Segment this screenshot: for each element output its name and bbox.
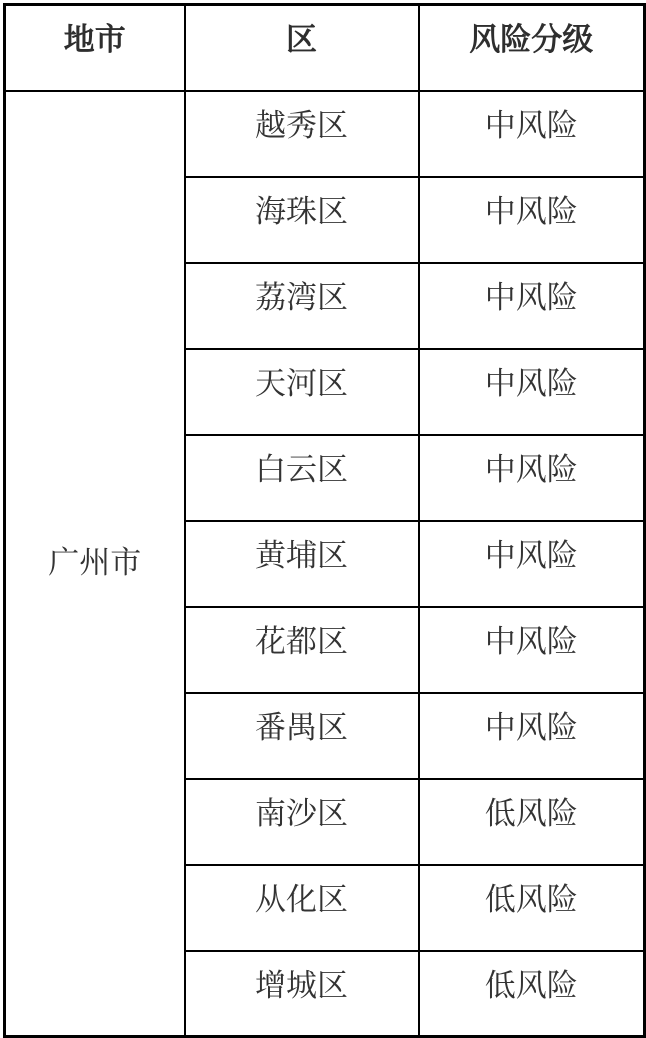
- district-cell: 增城区: [185, 951, 419, 1037]
- risk-cell: 中风险: [419, 693, 645, 779]
- risk-cell: 中风险: [419, 177, 645, 263]
- table-row: [5, 91, 645, 177]
- table-header: [5, 5, 645, 91]
- district-cell: 南沙区: [185, 779, 419, 865]
- risk-cell: 中风险: [419, 607, 645, 693]
- district-cell: 黄埔区: [185, 521, 419, 607]
- risk-cell: 低风险: [419, 865, 645, 951]
- district-cell: 花都区: [185, 607, 419, 693]
- risk-cell: 中风险: [419, 349, 645, 435]
- district-cell: 从化区: [185, 865, 419, 951]
- district-cell: 荔湾区: [185, 263, 419, 349]
- district-cell: 越秀区: [185, 91, 419, 177]
- risk-cell: 中风险: [419, 435, 645, 521]
- table-body: [5, 91, 645, 1037]
- city-cell: 广州市: [5, 91, 185, 1037]
- header-row: [5, 5, 645, 91]
- district-cell: 海珠区: [185, 177, 419, 263]
- district-cell: 番禺区: [185, 693, 419, 779]
- district-cell: 白云区: [185, 435, 419, 521]
- risk-cell: 中风险: [419, 521, 645, 607]
- district-cell: 天河区: [185, 349, 419, 435]
- header-district: 区: [185, 5, 419, 91]
- risk-level-table: [3, 3, 646, 1038]
- risk-cell: 中风险: [419, 263, 645, 349]
- header-city: 地市: [5, 5, 185, 91]
- risk-cell: 低风险: [419, 951, 645, 1037]
- risk-cell: 低风险: [419, 779, 645, 865]
- header-risk-level: 风险分级: [419, 5, 645, 91]
- risk-cell: 中风险: [419, 91, 645, 177]
